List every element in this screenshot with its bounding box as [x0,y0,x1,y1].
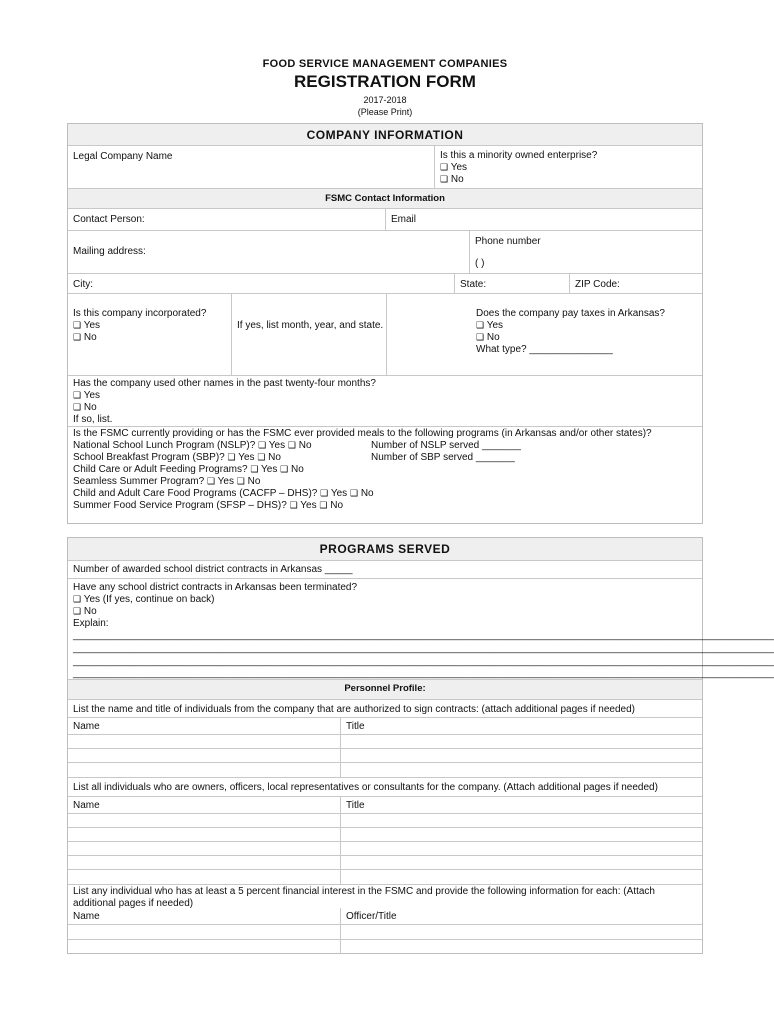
taxes-what-type: What type? _______________ [476,344,613,355]
phone-format: ( ) [475,258,485,269]
mailing-address-label: Mailing address: [73,246,146,257]
explain-line-1[interactable]: ______________________________________________________________________________________________________________________________ [73,630,774,641]
signers-name-header: Name [73,721,100,732]
checkbox-icon: ❑ [440,163,449,173]
signers-title-header: Title [346,721,365,732]
checkbox-icon: ❑ [206,477,216,487]
minority-no[interactable]: ❑ No [440,174,464,185]
checkbox-icon: ❑ [287,441,296,451]
checkbox-icon: ❑ [258,441,267,451]
interest-name-header: Name [73,911,100,922]
taxes-no[interactable]: ❑ No [476,332,500,343]
interest-title-header: Officer/Title [346,911,397,922]
sfsp-question[interactable]: Summer Food Service Program (SFSP – DHS)? ❑ Yes ❑ No [73,500,344,511]
nslp-served: Number of NSLP served _______ [371,440,521,451]
explain-line-3[interactable]: ______________________________________________________________________________________________________________________________ [73,656,774,667]
contact-person-label: Contact Person: [73,214,145,225]
legal-name-label: Legal Company Name [73,151,173,162]
incorporated-question: Is this company incorporated? [73,308,207,319]
child-care-question[interactable]: Child Care or Adult Feeding Programs? ❑ Yes ❑ No [73,464,304,475]
interest-instruction-1: List any individual who has at least a 5 percent financial interest in the FSMC and provide the following information for each: (Attach [73,886,655,897]
terminated-question: Have any school district contracts in Arkansas been terminated? [73,582,358,593]
taxes-yes[interactable]: ❑ Yes [476,320,504,331]
incorporated-detail: If yes, list month, year, and state. [237,320,384,331]
terminated-no[interactable]: ❑ No [73,606,97,617]
minority-question: Is this a minority owned enterprise? [440,150,598,161]
city-label: City: [73,279,93,290]
company-info-heading: COMPANY INFORMATION [306,128,464,142]
checkbox-icon: ❑ [440,175,449,185]
other-names-question: Has the company used other names in the past twenty-four months? [73,378,376,389]
signers-instruction: List the name and title of individuals from the company that are authorized to sign contracts: (attach additional pages if needed) [73,704,635,715]
checkbox-icon: ❑ [280,465,289,475]
fsmc-contact-heading: FSMC Contact Information [325,193,445,204]
checkbox-icon: ❑ [476,321,485,331]
checkbox-icon: ❑ [73,391,82,401]
cacfp-question[interactable]: Child and Adult Care Food Programs (CACFP – DHS)? ❑ Yes ❑ No [73,488,374,499]
personnel-heading: Personnel Profile: [344,683,426,694]
print-note: (Please Print) [357,107,413,117]
checkbox-icon: ❑ [257,453,266,463]
checkbox-icon: ❑ [227,453,236,463]
explain-line-2[interactable]: ______________________________________________________________________________________________________________________________ [73,643,774,654]
checkbox-icon: ❑ [320,489,329,499]
form-year: 2017-2018 [363,95,407,105]
minority-yes[interactable]: ❑ Yes [440,162,468,173]
terminated-yes[interactable]: ❑ Yes (If yes, continue on back) [73,594,215,605]
phone-label: Phone number [475,236,541,247]
programs-question: Is the FSMC currently providing or has the FSMC ever provided meals to the following programs (in Arkansas and/or other states)? [73,428,652,439]
other-names-no[interactable]: ❑ No [73,402,97,413]
sbp-question[interactable]: School Breakfast Program (SBP)? ❑ Yes ❑ No [73,452,281,463]
sbp-served: Number of SBP served _______ [371,452,515,463]
incorporated-no[interactable]: ❑ No [73,332,97,343]
email-label: Email [391,214,417,225]
checkbox-icon: ❑ [73,333,82,343]
checkbox-icon: ❑ [73,607,82,617]
interest-instruction-2: additional pages if needed) [73,898,194,909]
awarded-contracts: Number of awarded school district contracts in Arkansas _____ [73,564,353,575]
checkbox-icon: ❑ [319,501,328,511]
seamless-question[interactable]: Seamless Summer Program? ❑ Yes ❑ No [73,476,261,487]
org-heading: FOOD SERVICE MANAGEMENT COMPANIES [262,58,508,70]
if-so-list: If so, list. [73,414,113,425]
explain-line-4[interactable]: ______________________________________________________________________________________________________________________________ [73,668,774,679]
state-label: State: [460,279,487,290]
checkbox-icon: ❑ [236,477,245,487]
checkbox-icon: ❑ [250,465,259,475]
checkbox-icon: ❑ [289,501,298,511]
owners-instruction: List all individuals who are owners, officers, local representatives or consultants for the company. (Attach additional pages if needed) [73,782,658,793]
explain-label: Explain: [73,618,109,629]
owners-name-header: Name [73,800,100,811]
checkbox-icon: ❑ [73,595,82,605]
other-names-yes[interactable]: ❑ Yes [73,390,101,401]
nslp-question[interactable]: National School Lunch Program (NSLP)? ❑ Yes ❑ No [73,440,312,451]
checkbox-icon: ❑ [349,489,359,499]
programs-served-heading: PROGRAMS SERVED [319,542,451,556]
owners-title-header: Title [346,800,365,811]
incorporated-yes[interactable]: ❑ Yes [73,320,101,331]
checkbox-icon: ❑ [73,403,82,413]
zip-label: ZIP Code: [575,279,620,290]
form-title: REGISTRATION FORM [294,72,476,91]
taxes-question: Does the company pay taxes in Arkansas? [476,308,665,319]
checkbox-icon: ❑ [73,321,82,331]
checkbox-icon: ❑ [476,333,485,343]
